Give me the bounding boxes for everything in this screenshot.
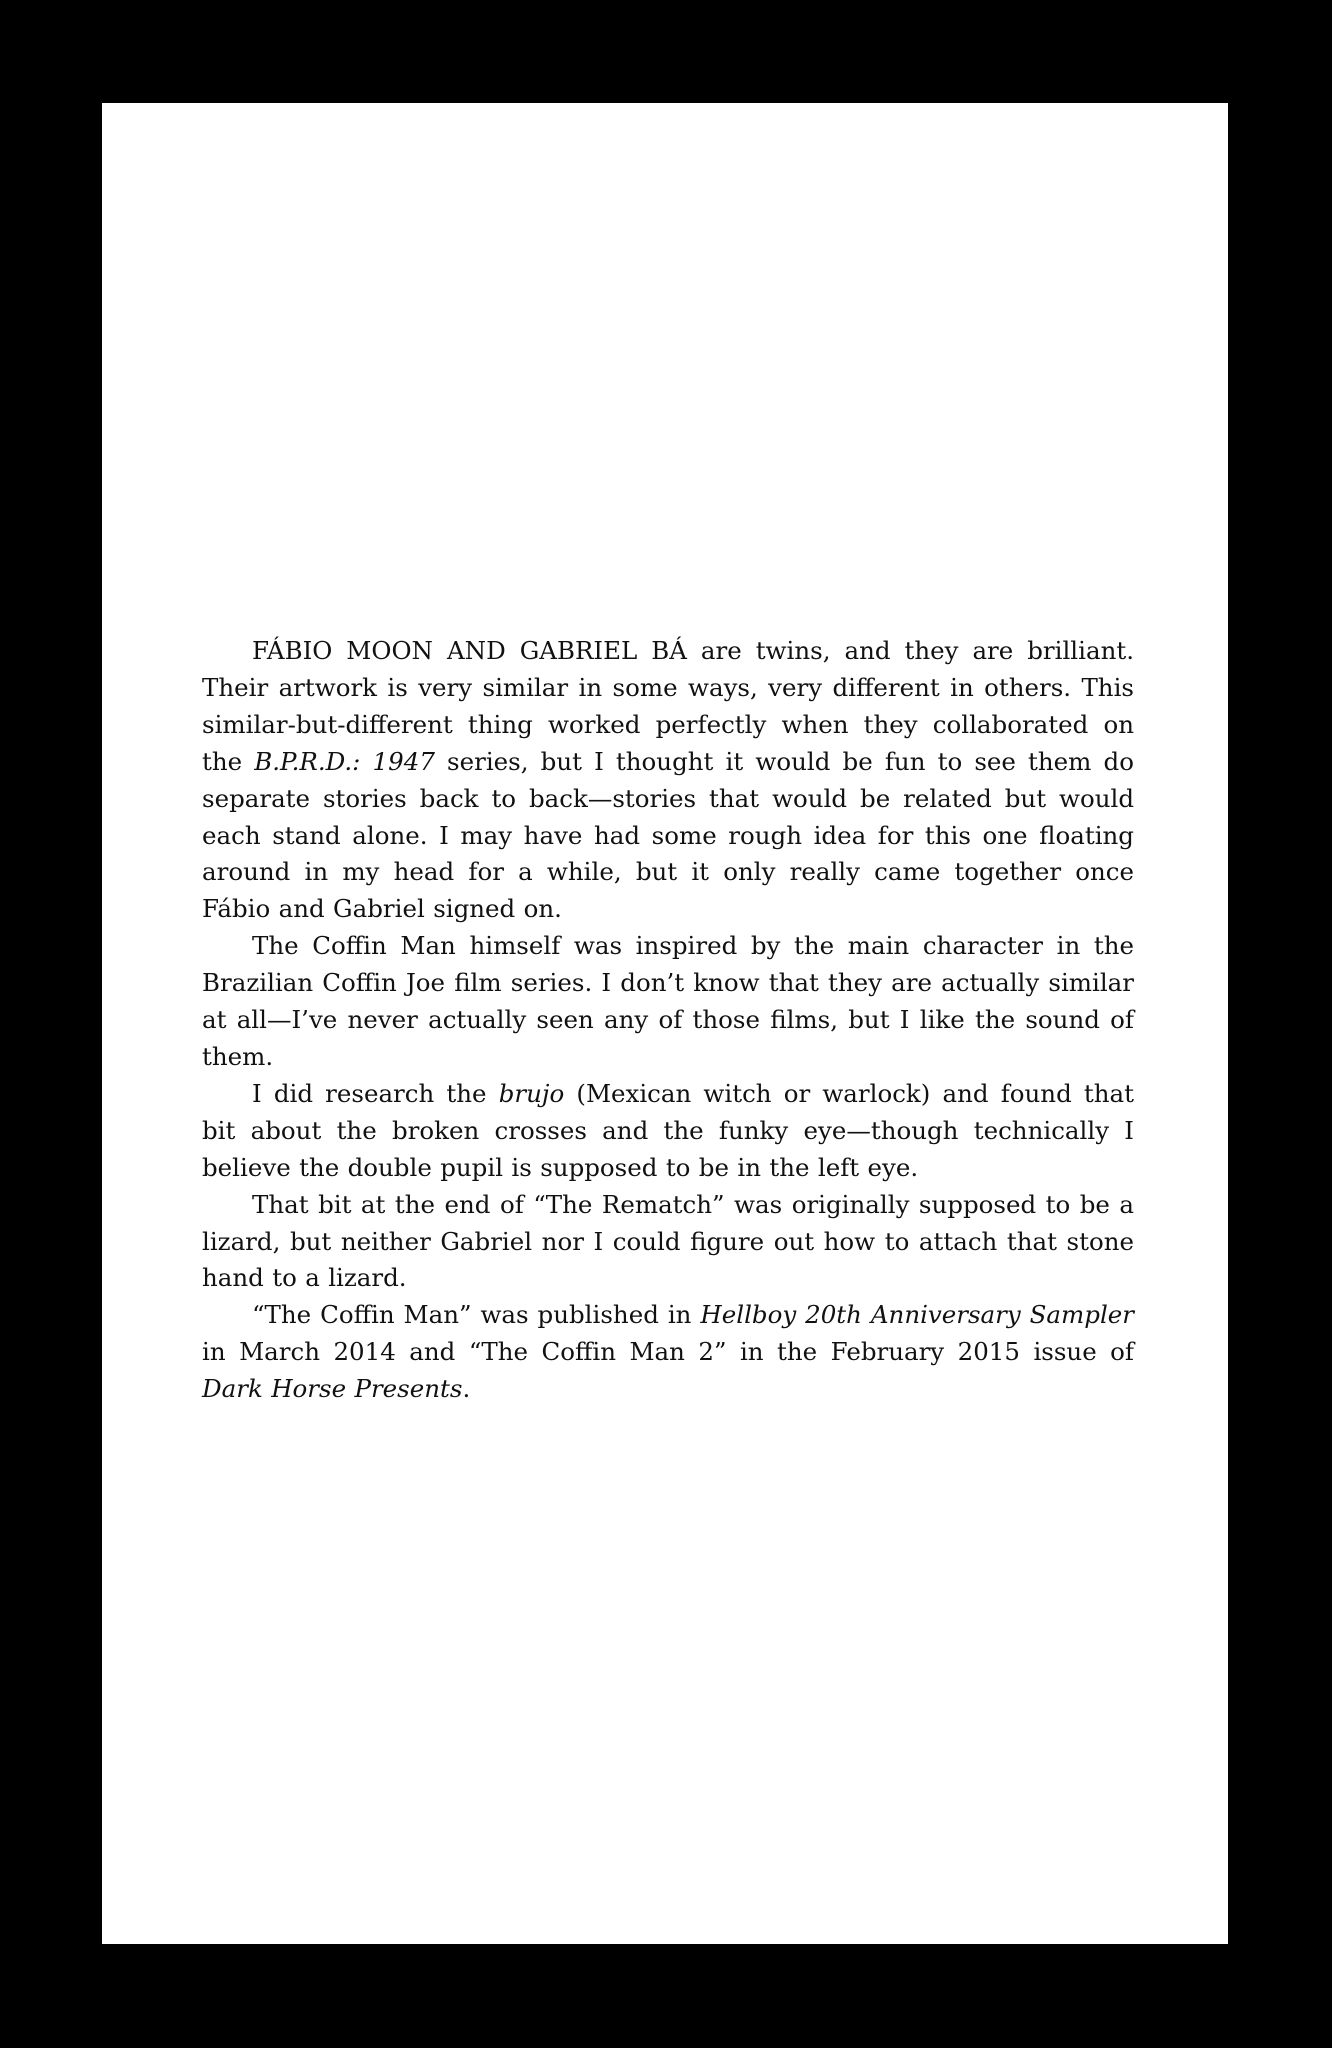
afterword-text	[202, 633, 1134, 1408]
text-run: I did research the	[252, 1078, 499, 1108]
paragraph-2	[202, 928, 1134, 1076]
paragraph-4	[202, 1187, 1134, 1298]
paragraph-1	[202, 633, 1134, 928]
text-run: The Coffin Man himself was inspired by the main character in the Brazilian Coffin Joe film series. I don’t know that they are actually similar at all—I’ve never actually seen any of those films, but I like the sound of them.	[202, 931, 1134, 1071]
italic-run: Dark Horse Presents	[202, 1374, 463, 1404]
text-run: (Mexican witch or warlock) and found that bit about the broken crosses and the funky eye—though technically I believe the double pupil is supposed to be in the left eye.	[202, 1078, 1134, 1182]
text-run: FÁBIO MOON AND GABRIEL BÁ are twins, and they are brilliant. Their artwork is very similar in some ways, very different in others. This similar-but-different thing worked perfectly when they collaborated on the	[202, 636, 1134, 776]
italic-run: B.P.R.D.: 1947	[254, 746, 435, 776]
text-run: series, but I thought it would be fun to see them do separate stories back to back—stories that would be related but would each stand alone. I may have had some rough idea for this one floating around in my head for a while, but it only really came together once Fábio and Gabriel signed on.	[202, 746, 1134, 924]
book-page	[102, 103, 1228, 1944]
paragraph-3	[202, 1076, 1134, 1187]
text-run: .	[462, 1374, 471, 1404]
text-run: in March 2014 and “The Coffin Man 2” in the February 2015 issue of	[202, 1337, 1134, 1367]
italic-run: Hellboy 20th Anniversary Sampler	[700, 1300, 1135, 1330]
text-run: That bit at the end of “The Rematch” was originally supposed to be a lizard, but neither Gabriel nor I could figure out how to attach that stone hand to a lizard.	[202, 1189, 1134, 1293]
text-run: “The Coffin Man” was published in	[252, 1300, 701, 1330]
paragraph-5	[202, 1297, 1134, 1408]
italic-run: brujo	[498, 1078, 565, 1108]
